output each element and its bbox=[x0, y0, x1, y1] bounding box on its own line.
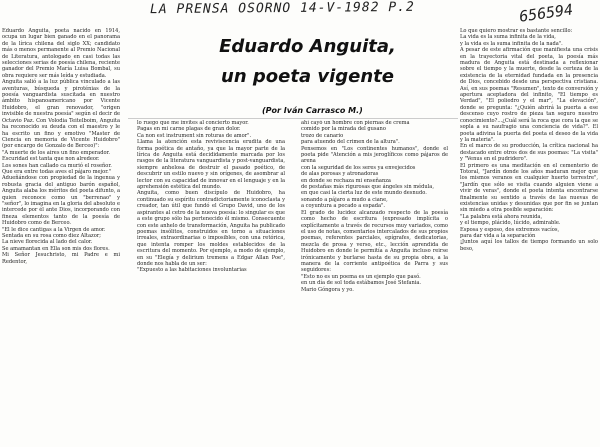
paragraph: Escuridad est tanta que non alredeor. bbox=[2, 156, 100, 163]
paragraph: Sentada en su rosa como diez Altazor; bbox=[2, 233, 101, 239]
paragraph: "Esto no es un poema es un ejemplo que pasó. bbox=[301, 273, 421, 280]
paragraph: de alas porosas y atronadoras bbox=[301, 171, 379, 178]
paragraph: Que era entre todas aves el pájaro mejor." bbox=[2, 168, 112, 175]
text-column-3 bbox=[301, 120, 448, 447]
paragraph: "La palabra está ahora reunida, bbox=[460, 213, 543, 220]
paragraph: Mi Señor Jesuchristo, mi Padre e mi Redentor, bbox=[2, 252, 120, 265]
text-column-4 bbox=[460, 28, 598, 447]
paragraph: Ca non est instrument sin roturas de amor". bbox=[137, 132, 252, 139]
text-column-2 bbox=[137, 120, 285, 447]
paragraph: lo ruego que me invites al concierto mayor. bbox=[137, 120, 249, 126]
article-title-line-1: Eduardo Anguita, bbox=[219, 36, 396, 57]
paragraph: para atuendo del crimen de la altura". bbox=[301, 139, 400, 146]
paragraph: "Expuesto a las habitaciones involuntarias bbox=[137, 267, 247, 274]
paragraph: a coyuntura a pecado a espada". bbox=[301, 203, 386, 210]
paragraph: El grado de lucidez alcanzado respecto de la poesía como hecho de escritura (expresado implícita o explícitamente a través de recursos muy variados, como el uso de notas, comentarios intercalados de sus propios poemas, referentes parciales, epígrafes, dedicatorias, mezcla de prosa y verso, etc., lección aprendida de Huidobro en donde le permitía a Anguita incluso reirse irónicamente y burlarse hasta de su propia obra, a la manera de la corriente antipoética de Parra y sus seguidores: bbox=[301, 209, 448, 274]
paragraph: con la seguridad de los seres ya envejecidos bbox=[301, 164, 416, 171]
paragraph: "El le dice cantigas a la Virgen de amor. bbox=[2, 226, 106, 233]
paragraph: y el tiempo, plácido, lúcido, admirable. bbox=[460, 220, 561, 227]
paragraph: y la vida es la suma infinita de la nada". bbox=[460, 40, 563, 47]
paragraph: en que casi la cierta luz de este mundo desnudo. bbox=[301, 190, 427, 197]
paragraph: Adueñándose con propiedad de la ingenua y robusta gracia del antiguo barón español, Anguita alaba los méritos del poeta difunto, a quien reconoce como un "berrenao" y "señor", lo imagina en la gloria del absoluto e intercede por él ante Dios, incorporando con fineza elementos tanto de la poesía de Huidobro como de Berceo. bbox=[2, 175, 120, 227]
article-byline: (Por Iván Carrasco M.) bbox=[262, 106, 363, 115]
paragraph: Anguita, como buen discípulo de Huidobro, ha continuado su espíritu contradictoriamente iconoclasta y creador, tan útil que fundó el Grupo David, uno de los aspirantes al cetro de la nueva poesía: lo singular es que a este grupo sólo ha pertenecido él mismo. Consecuente con este anhelo de transformación, Anguita ha publicado poemas insólitos, construidos en torno a situaciones irreales, extraordinarias o imposibles, con una retórica, que intenta romper los moldes establecidos de la escritura del momento. Por ejemplo, a modo de ejemplo, en su "Elegía y delirium tremens a Edgar Allan Poe", donde nos habla de un ser: bbox=[137, 190, 285, 267]
paragraph: Esposa y esposo, dos extremos vacíos, bbox=[460, 226, 560, 233]
paragraph: Eduardo Anguita, poeta nacido en 1914, ocupa un lugar bien ganado en el panorama de la lírica chilena del siglo XX; candidato más o menos permanente al Premio Nacional de Literatura, antologado en casi todas las selecciones serias de poesía chilena, reciente ganador del Premio María Luisa Bombal, su obra requiere ser más leída y estudiada. bbox=[2, 28, 120, 79]
paragraph: Lo que quiero mostrar es bastante sencillo: bbox=[460, 28, 573, 34]
handwritten-source-note: LA PRENSA OSORNO 14-V-1982 P.2 bbox=[149, 0, 415, 18]
paragraph: "A muerte de los aires un fino emperador. bbox=[2, 149, 111, 156]
paragraph: en donde se rechaza mi enseñanza bbox=[301, 177, 391, 184]
paragraph: Los sones han callado ca murió el roseñor. bbox=[2, 162, 112, 169]
paragraph: Mario Góngora y yo. bbox=[301, 286, 354, 293]
paragraph: ¡Juntos aquí los tallos de tiempo formando un solo beso, bbox=[460, 239, 598, 252]
article-title-line-2: un poeta vigente bbox=[221, 66, 394, 87]
paragraph: para dar vida a la separación bbox=[460, 233, 536, 239]
paragraph: comido por la mirada del gusano bbox=[301, 126, 386, 133]
paragraph: En el marco de su producción, la crítica nacional ha destacado entre otros dos de sus poemas: "La visita" y "Venus en el pudridero". bbox=[460, 143, 598, 163]
handwritten-archive-code: 656594 bbox=[518, 0, 575, 26]
paragraph: Anguita salió a la luz pública vinculado a las aventuras, búsqueda y piroténias de la poesía vanguardista suscitada en nuestro ámbito hispanoamericano por Vicente Huidobro, el gran renovador, "origen invisible de nuestra poesía" según el decir de Octavio Paz. Con Volodia Teitelboim, Anguita ha reconocido su deuda con el maestro y le ha escrito un fino y emotivo "Master de Ciencia en memoria de Vicente Huidobro" (por encargo de Gonzalo de Berceo)": bbox=[2, 79, 120, 150]
text-column-1 bbox=[2, 28, 120, 447]
paragraph: sonando a pájaro a mudo a ciane, bbox=[301, 196, 388, 203]
paragraph: de pestañas más rigurosas que ángeles sin médula, bbox=[301, 184, 434, 191]
paragraph: La nieve florecida al lado del calor. bbox=[2, 239, 93, 246]
paragraph: El primero es una meditación en el cementerio de Totoral, "Jardín donde los años maduran mejor que los mismos veranos en cualquier huerto terrestre", "Jardín que sólo se visita cuando alguien viene a vivir de veras", donde el poeta intenta encontrarse finalmente su sentido a través de las nuevas de existencias unidas y desunidas que por fin se juntan sin miedo a otra posible separación: bbox=[460, 162, 598, 214]
paragraph: trozo de canario bbox=[301, 132, 344, 139]
paragraph: Pensemos en "Los continentes humanos", donde el poeta pide "Atención a mis jeroglíficos como pájaros de arena bbox=[301, 145, 448, 165]
paragraph: en un día de sol toda estábamos José Stefania. bbox=[301, 280, 422, 287]
paragraph: La vida es la suma infinita de la vida, bbox=[460, 34, 556, 41]
paragraph: Pagas en mi carne plagas de gran dolor. bbox=[137, 126, 241, 133]
paragraph: ahí cayó un hombre con piernas de crema bbox=[301, 120, 410, 126]
paragraph: Se amamantan en Ella son mis dos flores. bbox=[2, 245, 110, 252]
title-divider bbox=[128, 118, 458, 119]
paragraph: Llama la atención esta reviviscencia erudita de una forma poética de antaño, ya que la mayor parte de la lírica de Anguita está decididamente marcada por los rasgos de la literatura vanguardista y post-vanguardista, siempre anhelosa de destruir el pasado poético, de descubrir un estilo nuevo y sin orígenes, de asombrar al lector con su capacidad de innovar en el lenguaje y en la aprehensión estética del mundo. bbox=[137, 139, 285, 191]
paragraph: A pesar de este afirmación que manifiesta una crisis en la trayectoria vital del poeta, la poesía más madura de Anguita está destinada a reflexionar sobre el tiempo y la muerte, desde la certeza de la existencia de la eternidad fundada en la presencia de Dios, concebido desde una perspectiva cristiana. Así, en sus poemas "Resumen", texto de conversión y apertura aceptadora del infinito, "El tiempo es Verdad", "El poliedro y el mar", "La elevación", donde se pregunta: "¿Quién abrirá la puerta a ese descenso cuyo rostro de pieza tan seguro nuestro conocimiento?...¿Cuál será la roca que cora la que se sopla a su naufragio una conciencia de vida?". El poeta adivina la puerta del poeta el deseo de la vida y la materia". bbox=[460, 47, 598, 143]
